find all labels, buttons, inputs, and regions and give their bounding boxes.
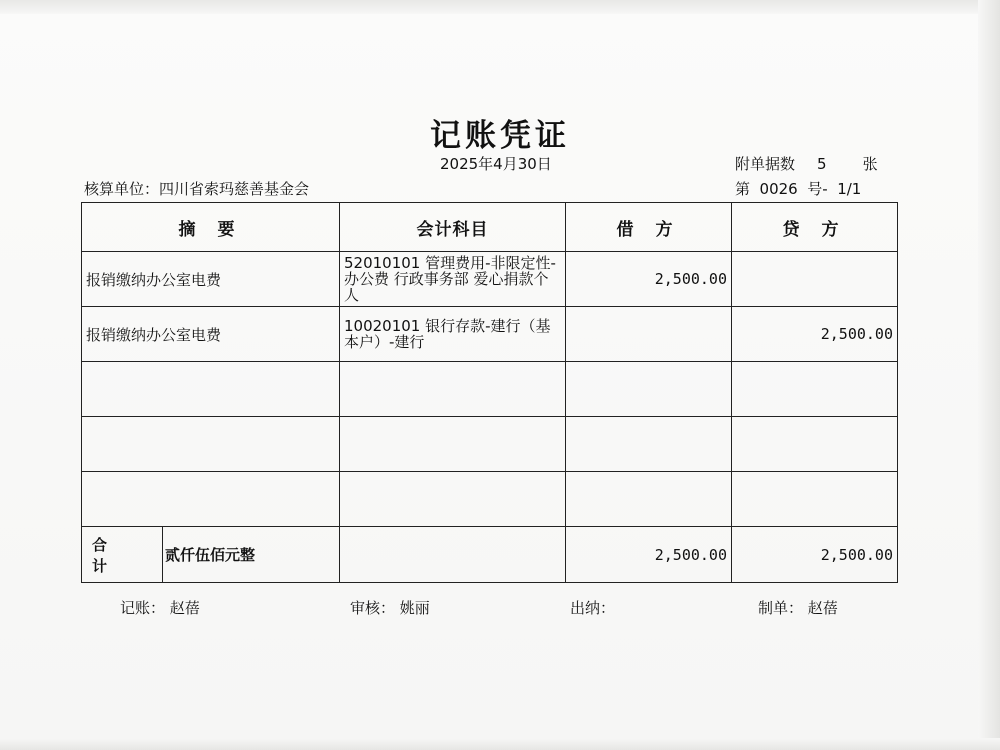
scan-edge-top bbox=[0, 0, 1000, 14]
attachments-info bbox=[735, 153, 878, 174]
table-row-empty bbox=[82, 417, 898, 472]
table-row bbox=[82, 252, 898, 307]
attachments-label: 附单据数 bbox=[735, 155, 796, 173]
row-debit bbox=[566, 307, 732, 362]
header-summary: 摘 要 bbox=[82, 203, 340, 252]
row-subject: 52010101 管理费用-非限定性-办公费 行政事务部 爱心捐款个人 bbox=[340, 252, 566, 307]
footer-preparer: 制单： 赵蓓 bbox=[758, 599, 838, 617]
total-label: 合 计 bbox=[82, 527, 163, 582]
header-credit: 贷 方 bbox=[732, 203, 898, 252]
voucher-number: 第 0026 号- 1/1 bbox=[735, 180, 862, 198]
accounting-unit-name: 四川省索玛慈善基金会 bbox=[159, 180, 310, 198]
total-credit: 2,500.00 bbox=[732, 527, 898, 583]
footer-reviewer: 审核： 姚丽 bbox=[350, 599, 430, 617]
attachments-count: 5 bbox=[817, 155, 827, 173]
header-debit: 借 方 bbox=[566, 203, 732, 252]
table-total-row bbox=[82, 527, 898, 583]
footer-bookkeeper: 记账： 赵蓓 bbox=[120, 599, 200, 617]
row-credit: 2,500.00 bbox=[732, 307, 898, 362]
row-credit bbox=[732, 252, 898, 307]
attachments-unit: 张 bbox=[862, 155, 878, 173]
accounting-unit-label: 核算单位： bbox=[84, 180, 160, 198]
table-row-empty bbox=[82, 472, 898, 527]
footer-cashier: 出纳： bbox=[570, 599, 616, 617]
row-summary: 报销缴纳办公室电费 bbox=[82, 252, 340, 307]
total-amount-words: 贰仟伍佰元整 bbox=[165, 546, 256, 564]
scan-edge-bottom bbox=[0, 738, 1000, 750]
table-row-empty bbox=[82, 362, 898, 417]
row-summary: 报销缴纳办公室电费 bbox=[82, 307, 340, 362]
row-debit: 2,500.00 bbox=[566, 252, 732, 307]
voucher-table bbox=[81, 202, 898, 583]
accounting-unit bbox=[84, 178, 309, 199]
voucher-date: 2025年4月30日 bbox=[440, 155, 552, 173]
table-header-row bbox=[82, 203, 898, 252]
total-debit: 2,500.00 bbox=[566, 527, 732, 583]
table-row bbox=[82, 307, 898, 362]
header-subject: 会计科目 bbox=[340, 203, 566, 252]
voucher-title: 记账凭证 bbox=[430, 118, 570, 154]
row-subject: 10020101 银行存款-建行（基本户）-建行 bbox=[340, 307, 566, 362]
